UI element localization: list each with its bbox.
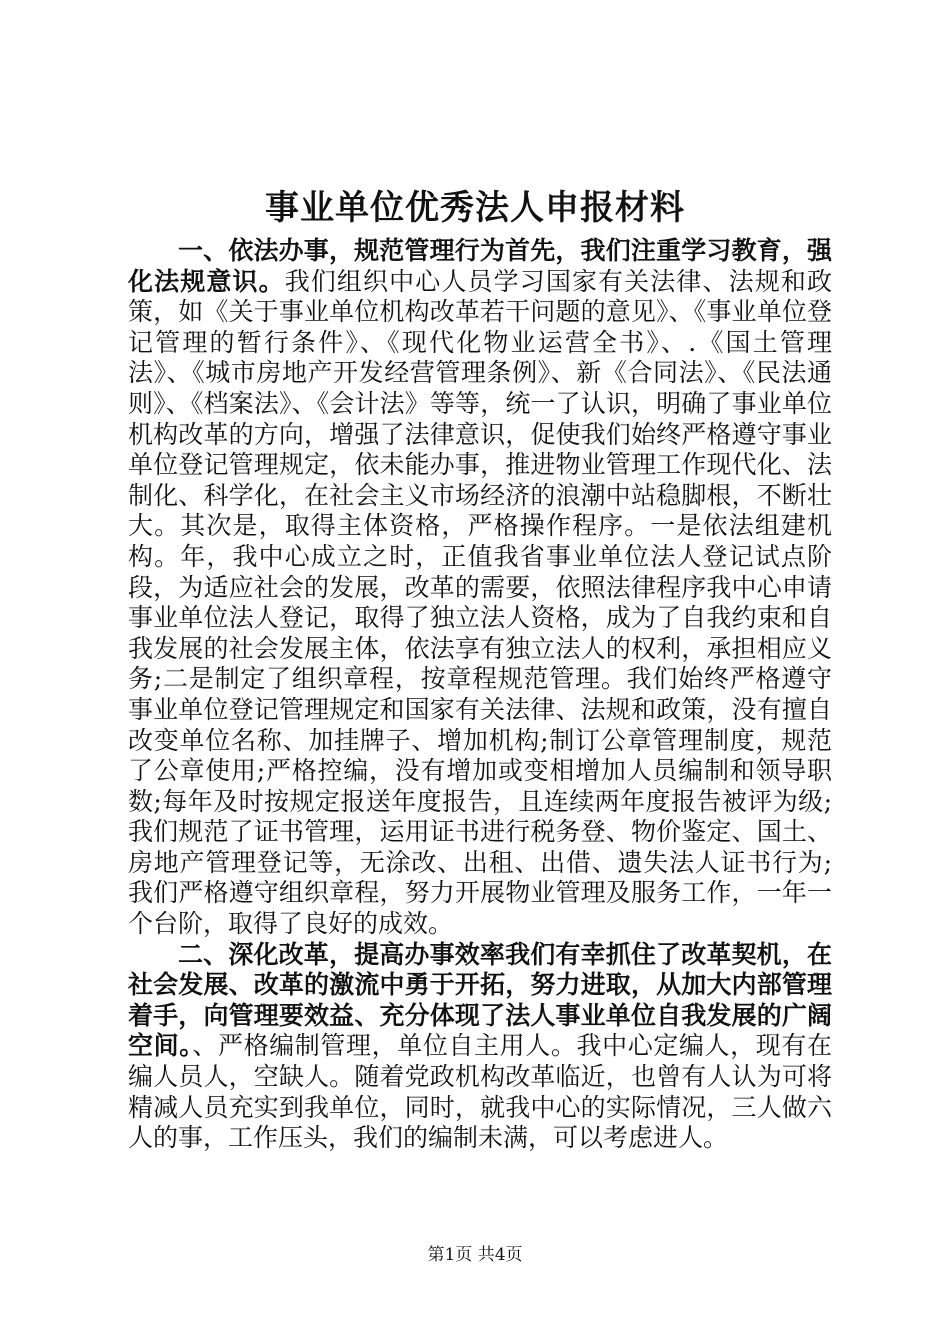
paragraph-2-lead: 二、深化改革，提高办事效率我们有幸抓住了改革契机，在社会发展、改革的激流中勇于开拓，努力进取，从加大内部管理着手，向管理要效益、充分体现了法人事业单位自我发展的广阔空间。 [128, 939, 832, 1061]
paragraph-2-body: 、严格编制管理，单位自主用人。我中心定编人，现有在编人员人，空缺人。随着党政机构改革临近，也曾有人认为可将精减人员充实到我单位，同时，就我中心的实际情况，三人做六人的事，工作压头，我们的编制未满，可以考虑进人。 [128, 1031, 832, 1153]
paragraph-1-body: 我们组织中心人员学习国家有关法律、法规和政策，如《关于事业单位机构改革若干问题的意见》、《事业单位登记管理的暂行条件》、《现代化物业运营全书》、.《国土管理法》、《城市房地产开发经营管理条例》、新《合同法》、《民法通则》、《档案法》、《会计法》等等，统一了认识，明确了事业单位机构改革的方向，增强了法律意识，促使我们始终严格遵守事业单位登记管理规定，依未能办事，推进物业管理工作现代化、法制化、科学化，在社会主义市场经济的浪潮中站稳脚根，不断壮大。其次是，取得主体资格，严格操作程序。一是依法组建机构。年，我中心成立之时，正值我省事业单位法人登记试点阶段，为适应社会的发展，改革的需要，依照法律程序我中心申请事业单位法人登记，取得了独立法人资格，成为了自我约束和自我发展的社会发展主体，依法享有独立法人的权利，承担相应义务;二是制定了组织章程，按章程规范管理。我们始终严格遵守事业单位登记管理规定和国家有关法律、法规和政策，没有擅自改变单位名称、加挂牌子、增加机构;制订公章管理制度，规范了公章使用;严格控编，没有增加或变相增加人员编制和领导职数;每年及时按规定报送年度报告，且连续两年度报告被评为级;我们规范了证书管理，运用证书进行税务登、物价鉴定、国土、房地产管理登记等，无涂改、出租、出借、遗失法人证书行为;我们严格遵守组织章程，努力开展物业管理及服务工作，一年一个台阶，取得了良好的成效。 [128, 266, 832, 939]
document-body [128, 236, 832, 1154]
paragraph-1-lead: 一、依法办事，规范管理行为首先，我们注重学习教育，强化法规意识。 [128, 236, 832, 296]
page-footer: 第1页 共4页 [427, 1245, 523, 1265]
document-title: 事业单位优秀法人申报材料 [265, 188, 685, 228]
paragraph-2 [128, 940, 832, 1154]
paragraph-1 [128, 236, 832, 940]
